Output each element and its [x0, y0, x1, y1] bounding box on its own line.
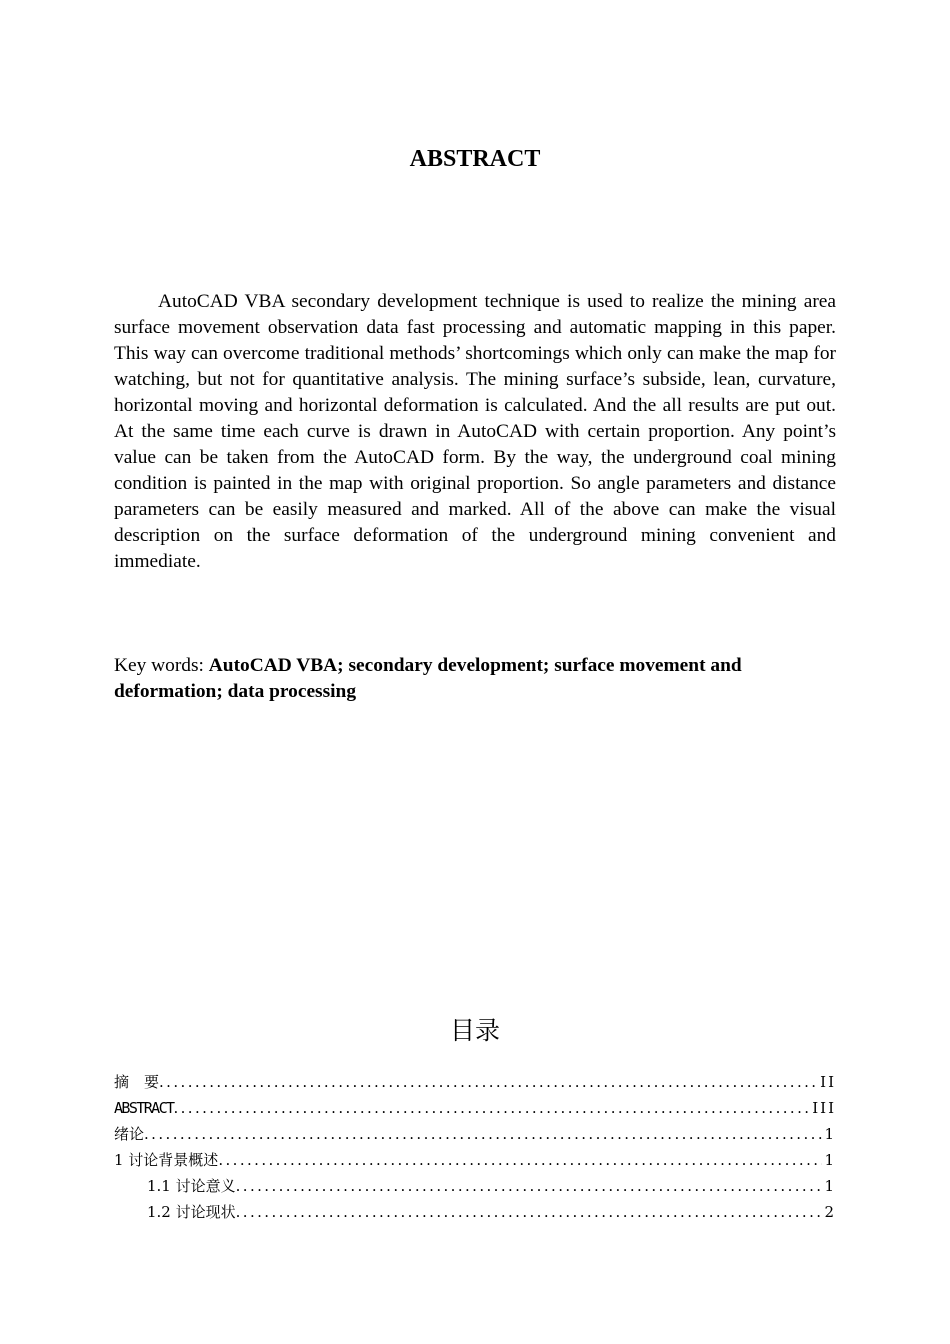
toc-entry-label: 1.1 讨论意义 — [147, 1177, 236, 1195]
toc-entry-label: 1.2 讨论现状 — [147, 1203, 236, 1221]
toc-dot-leader — [159, 1069, 818, 1095]
toc-entry-chapter-1[interactable] — [114, 1147, 836, 1173]
toc-entry-label: 绪论 — [114, 1125, 145, 1143]
toc-entry-label: ABSTRACT — [114, 1099, 174, 1117]
toc-dot-leader — [236, 1199, 823, 1225]
toc-entry-introduction[interactable] — [114, 1121, 836, 1147]
toc-dot-leader — [236, 1173, 823, 1199]
toc-entry-abstract-en[interactable] — [114, 1095, 836, 1121]
toc-entry-page: 1 — [824, 1151, 836, 1169]
toc-entry-page: II — [820, 1073, 836, 1091]
table-of-contents — [114, 1069, 836, 1225]
toc-entry-section-1-2[interactable] — [114, 1199, 836, 1225]
toc-entry-page: 2 — [824, 1203, 836, 1221]
keywords-label: Key words: — [114, 655, 209, 676]
abstract-title: ABSTRACT — [409, 146, 541, 172]
toc-dot-leader — [173, 1095, 810, 1121]
toc-dot-leader — [144, 1121, 822, 1147]
toc-dot-leader — [218, 1147, 822, 1173]
abstract-body: AutoCAD VBA secondary development technique is used to realize the mining area surface movement observation data fast processing and automatic mapping in this paper. This way can overcome traditional methods’ shortcomings which only can make the map for watching, but not for quantitative analysis. The mining surface’s subside, lean, curvature, horizontal moving and horizontal deformation is calculated. And the all results are put out. At the same time each curve is drawn in AutoCAD with certain proportion. Any point’s value can be taken from the AutoCAD form. By the way, the underground coal mining condition is painted in the map with original proportion. So angle parameters and distance parameters can be easily measured and marked. All of the above can make the visual description on the surface deformation of the underground mining convenient and immediate. — [114, 291, 836, 572]
keywords-text: AutoCAD VBA; secondary development; surface movement and deformation; data processing — [114, 655, 742, 702]
toc-entry-abstract-cn[interactable] — [114, 1069, 836, 1095]
toc-entry-page: 1 — [824, 1177, 836, 1195]
keywords — [114, 653, 838, 705]
toc-entry-page: 1 — [824, 1125, 836, 1143]
toc-entry-label: 摘 要 — [114, 1073, 160, 1091]
toc-entry-label: 1 讨论背景概述 — [114, 1151, 219, 1169]
toc-entry-section-1-1[interactable] — [114, 1173, 836, 1199]
toc-title: 目录 — [449, 1016, 500, 1045]
toc-entry-page: III — [812, 1099, 836, 1117]
